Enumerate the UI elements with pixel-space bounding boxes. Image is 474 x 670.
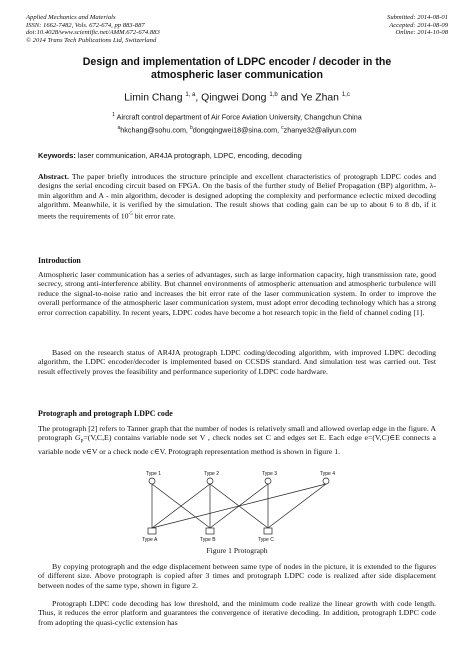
node-label-type-c: Type C [258, 537, 274, 542]
email-c: zhanye32@aliyun.com [283, 125, 357, 135]
email-c-sup: c [281, 125, 284, 131]
node-label-type-b: Type B [200, 537, 216, 542]
email-a-sup: a [117, 125, 121, 131]
variable-node [207, 478, 213, 484]
author-list [40, 92, 434, 103]
variable-node [149, 478, 155, 484]
intro-paragraph-1: Atmospheric laser communication has a series of advantages, such as large information capacity, high transmission rate, good secrecy, strong anti-interference ability. But channel environments of atmospheric attenuation and atmospheric turbulence will reduce the signal-to-noise ratio and increases the bit error rate of the laser communication system. In order to improve the overall performance of the atmospheric laser communication system, must adopt error decoding technology which has a strong error correction capability. In recent years, LDPC codes have become a hot research topic in the field of channel coding [1]. [38, 270, 436, 317]
protograph-paragraph [38, 424, 436, 457]
affiliation-sup: 1 [112, 112, 116, 118]
after-figure-paragraph-2: Protograph LDPC code decoding has low threshold, and the minimum code realize the linear growth with code length. Thus, it reduces the error platform and guarantees the convergence of iterative decoding. In addition, protograph LDPC code from adopting the quasi-cyclic extension has [38, 599, 436, 627]
edge [152, 484, 326, 528]
title-line-1: Design and implementation of LDPC encoder / decoder in the [82, 56, 392, 68]
affiliation [40, 111, 434, 121]
variable-node [323, 478, 329, 484]
journal-info [26, 14, 160, 44]
figure-edges [152, 484, 326, 528]
email-b-sup: b [189, 125, 193, 131]
email-b: dongqingwei18@sina.com, [192, 125, 282, 135]
node-label-type-1: Type 1 [146, 471, 162, 477]
dates-info [387, 14, 448, 37]
node-label-type-2: Type 2 [204, 471, 220, 477]
author-and: and Ye Zhan [277, 92, 342, 104]
abstract-text: The paper briefly introduces the structure principle and excellent characteristics of protograph LDPC codes and designs the serial encoding circuit based on FPGA. On the basis of the further study of Belief Propagation (BP) algorithm, λ-min algorithm and A - min algorithm, decoder is designed adopting the complexity and performance eclectic mixed decoding algorithm. Meanwhile, it is verified by the simulation. The result shows that coding gain can be up to about 6 to 8 db, if it meets the requirements of 10 [38, 172, 436, 221]
journal-name: Applied Mechanics and Materials [26, 14, 116, 21]
keywords-text: laser communication, AR4JA protograph, LDPC, encoding, decoding [75, 151, 302, 160]
protograph-text-a: The protograph [2] refers to Tanner graph that the number of nodes is relatively small and allowed overlap edge in the figure. A protograph [38, 424, 436, 443]
variable-nodes [149, 478, 329, 484]
edge [268, 484, 326, 528]
keywords [38, 151, 438, 160]
protograph-g-sub: P [80, 439, 84, 445]
author-2-sup: 1,b [269, 92, 278, 98]
check-node [206, 528, 214, 534]
title-line-2: atmospheric laser communication [151, 69, 323, 81]
node-label-type-a: Type A [142, 537, 158, 542]
node-label-type-3: Type 3 [262, 471, 278, 477]
author-3-sup: 1,c [341, 92, 350, 98]
author-1: Limin Chang [124, 92, 186, 104]
intro-heading: Introduction [38, 256, 81, 265]
affiliation-text: Aircraft control department of Air Force Aviation University, Changchun China [115, 112, 362, 122]
email-a: hkchang@sohu.com, [120, 125, 190, 135]
abstract-exponent: -5 [128, 211, 133, 217]
abstract [38, 172, 436, 221]
after-figure-paragraph-1: By copying protograph and the edge displacement between same type of nodes in the picture, it is extended to the figures of different size. Above protograph is copied after 3 times and protograph LDPC code is realized after side displacement between nodes of the same type, shown in figure 2. [38, 562, 436, 590]
protograph-text-b: =(V,C,E) contains variable node set V , check nodes set C and edges set E. Each edge e=(V,C)∈E connects a variable node v∈V or a check node c∈V. Protograph representation method is shown in figure 1. [38, 433, 436, 457]
variable-node [265, 478, 271, 484]
journal-issn: ISSN: 1662-7482, Vols. 672-674, pp 883-887 [26, 21, 145, 29]
author-sep: , Qingwei Dong [195, 92, 270, 104]
journal-doi: doi:10.4028/www.scientific.net/AMM.672-674.883 [26, 29, 160, 37]
protograph-g: G [74, 433, 81, 443]
node-label-type-4: Type 4 [320, 471, 336, 477]
check-node [148, 528, 156, 534]
abstract-label: Abstract. [38, 172, 69, 181]
check-nodes [148, 528, 272, 534]
intro-paragraph-2: Based on the research status of AR4JA protograph LDPC coding/decoding algorithm, with improved LDPC decoding algorithm, the LDPC encoder/decoder is implemented based on CCSDS standard. And simulation test was carried out. Test result effectively proves the feasibility and performance superiority of LDPC code hardware. [38, 348, 436, 376]
check-node [264, 528, 272, 534]
abstract-tail: bit error rate. [132, 211, 176, 221]
protograph-figure [140, 470, 340, 542]
protograph-heading: Protograph and protograph LDPC code [38, 409, 173, 418]
author-1-sup: 1, a [185, 92, 196, 98]
figure-caption: Figure 1 Protograph [206, 546, 268, 555]
paper-title [40, 56, 434, 82]
emails [40, 124, 434, 134]
online-date: Online: 2014-10-08 [395, 29, 448, 37]
keywords-label: Keywords: [38, 151, 76, 160]
submitted-date: Submitted: 2014-08-01 [387, 14, 448, 21]
journal-copyright: © 2014 Trans Tech Publications Ltd, Switzerland [26, 36, 157, 44]
accepted-date: Accepted: 2014-08-09 [389, 21, 448, 29]
